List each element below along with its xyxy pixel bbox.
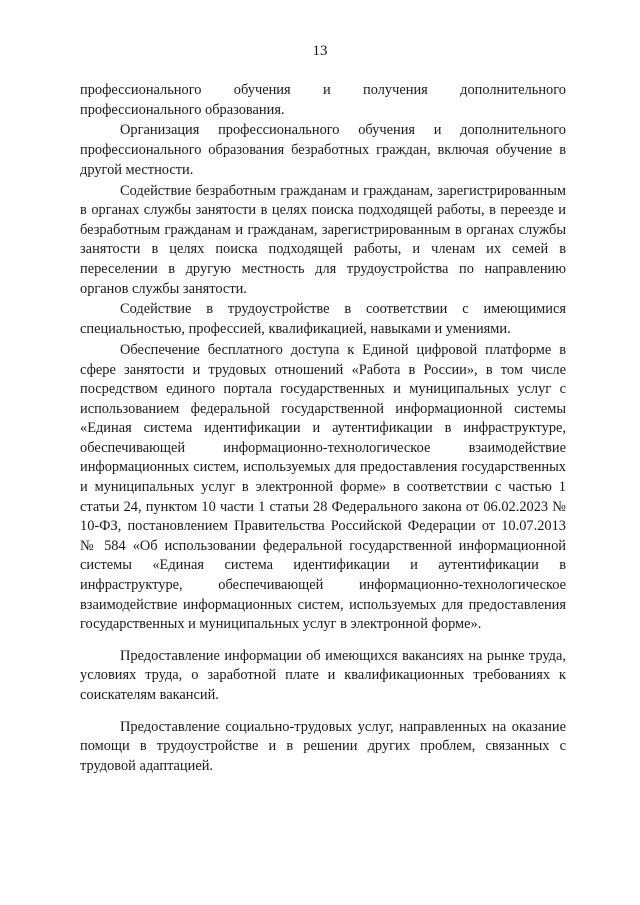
paragraph: Содействие безработным гражданам и гражданам, зарегистрированным в органах службы занятости в целях поиска подходящей работы, в переезде и безработным гражданам и гражданам, зарегистрированным в органах службы занятости в целях поиска подходящей работы, и членам их семей в переселении в другую местность для трудоустройства по направлению органов службы занятости. bbox=[80, 182, 566, 297]
paragraph: Предоставление информации об имеющихся вакансиях на рынке труда, условиях труда, о заработной плате и квалификационных требованиях к соискателям вакансий. bbox=[80, 647, 566, 703]
paragraph: Обеспечение бесплатного доступа к Единой цифровой платформе в сфере занятости и трудовых отношений «Работа в России», в том числе посредством единого портала государственных и муниципальных услуг с использованием федеральной государственной информационной системы «Единая система идентификации и аутентификации в инфраструктуре, обеспечивающей информационно-технологическое взаимодействие информационных систем, используемых для предоставления государственных и муниципальных услуг в электронной форме» в соответствии с частью 1 статьи 24, пунктом 10 части 1 статьи 28 Федерального закона от 06.02.2023 № 10-ФЗ, постановлением Правительства Российской Федерации от 10.07.2013 № 584 «Об использовании федеральной государственной информационной системы «Единая система идентификации и аутентификации в инфраструктуре, обеспечивающей информационно-технологическое взаимодействие информационных систем, используемых для предоставления государственных и муниципальных услуг в электронной форме». bbox=[80, 341, 566, 633]
paragraph: Организация профессионального обучения и дополнительного профессионального образования безработных граждан, включая обучение в другой местности. bbox=[80, 122, 566, 178]
paragraph: Предоставление социально-трудовых услуг, направленных на оказание помощи в трудоустройстве и в решении других проблем, связанных с трудовой адаптацией. bbox=[80, 718, 566, 774]
paragraph: Содействие в трудоустройстве в соответствии с имеющимися специальностью, профессией, квалификацией, навыками и умениями. bbox=[80, 301, 566, 338]
document-body bbox=[80, 81, 566, 778]
page-number: 13 bbox=[312, 43, 328, 59]
paragraph-continuation: профессионального обучения и получения дополнительного профессионального образования. bbox=[80, 82, 566, 118]
